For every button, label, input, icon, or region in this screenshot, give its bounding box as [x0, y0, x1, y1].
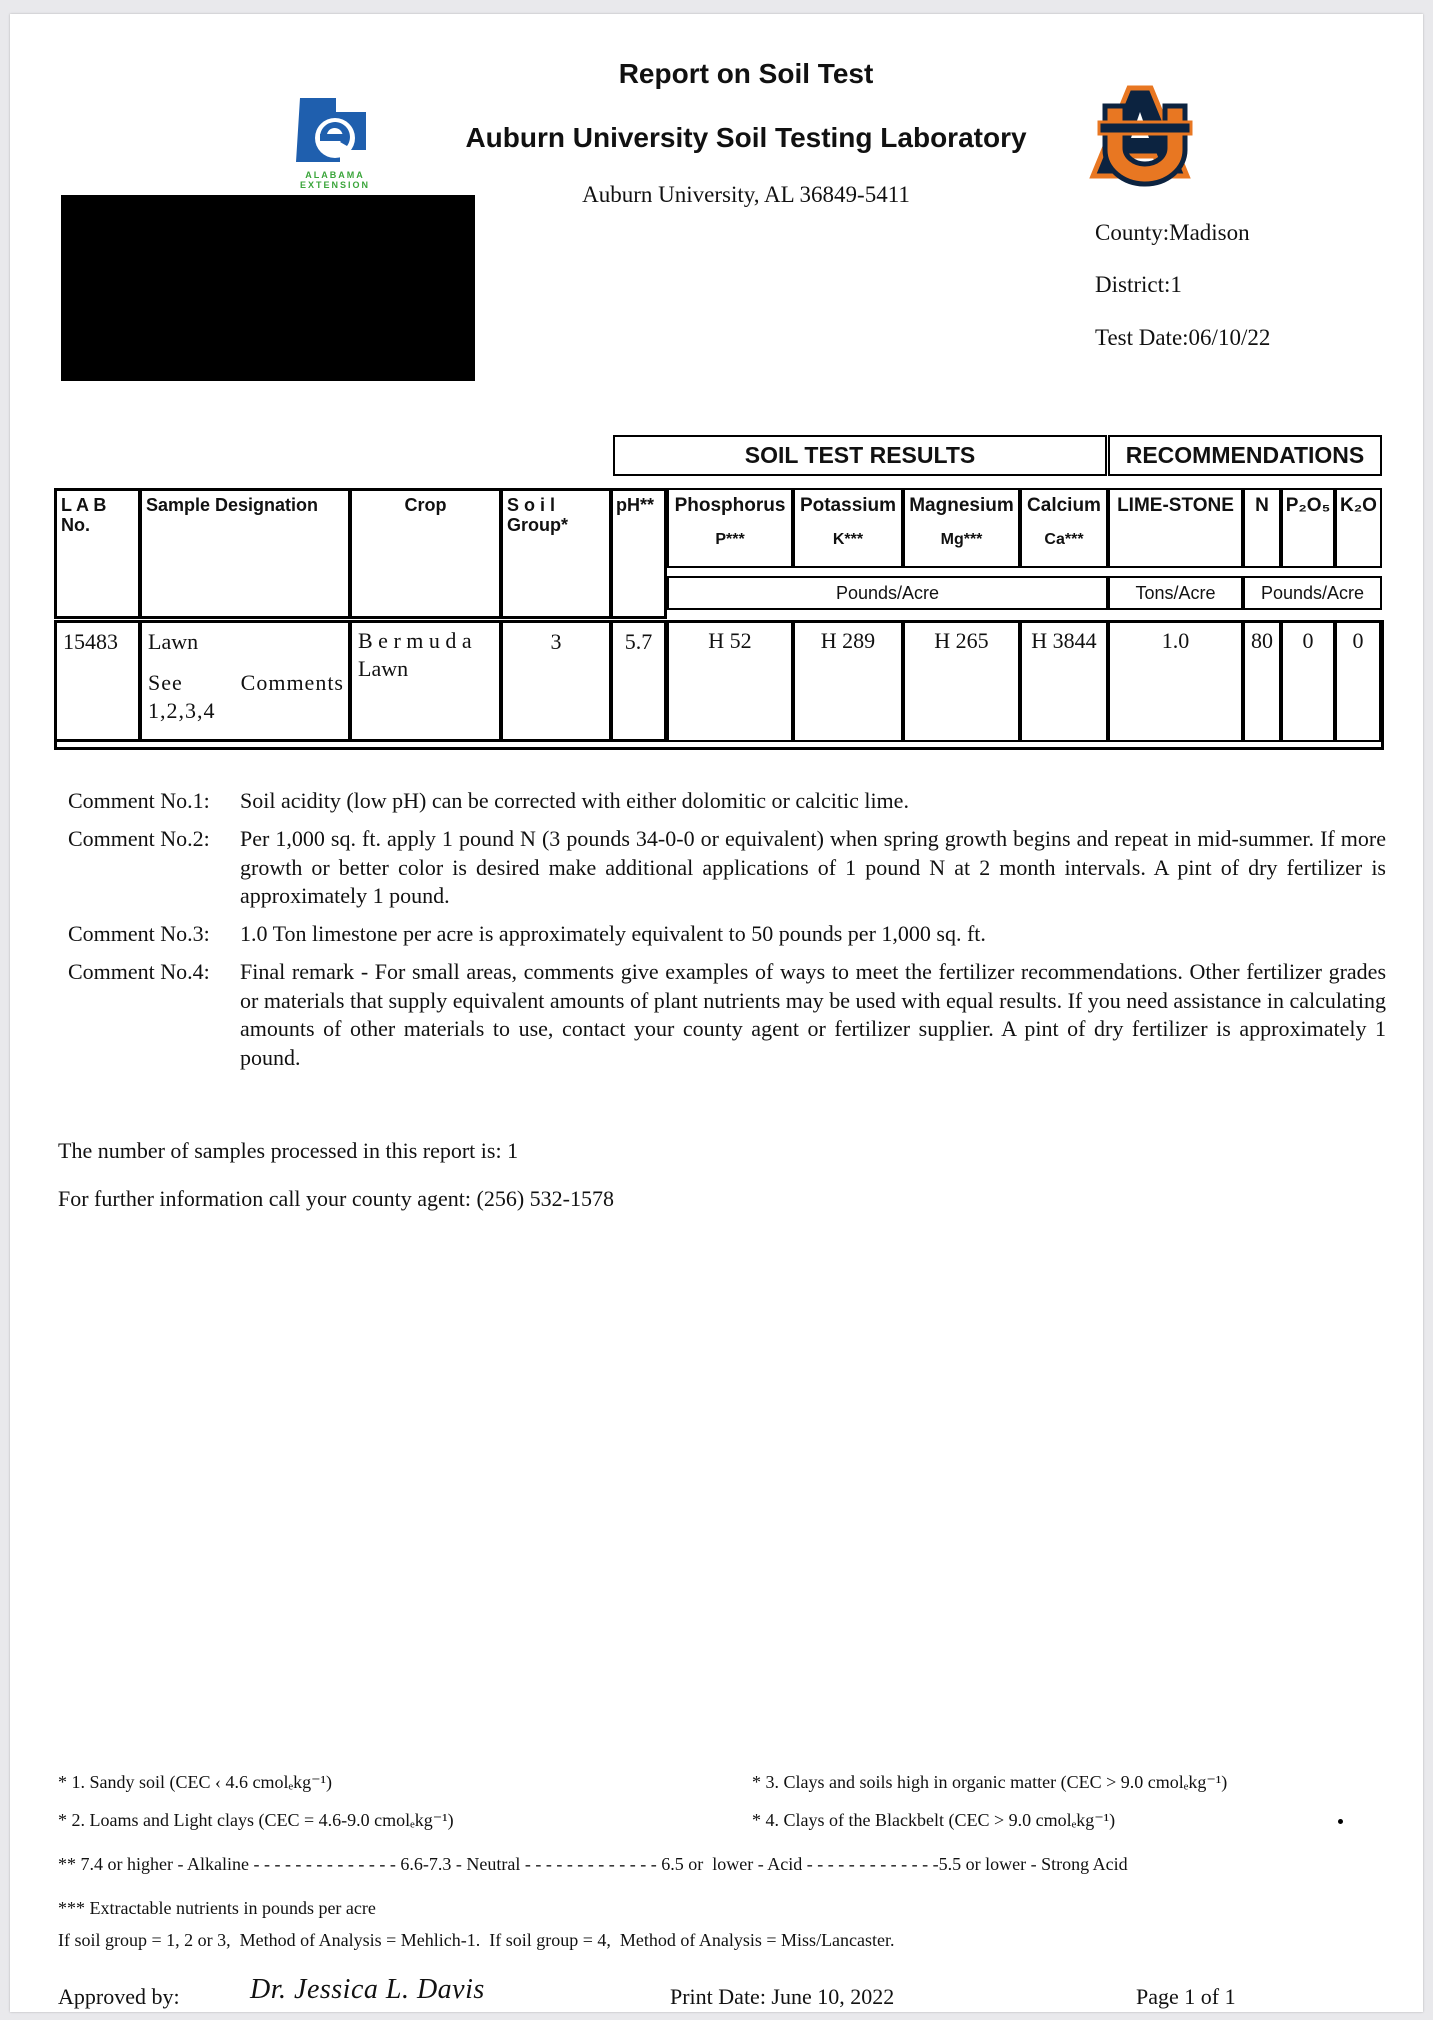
n-label: N: [1255, 495, 1269, 516]
col-crop-label: Crop: [404, 495, 447, 515]
extension-logo-line2: EXTENSION: [299, 180, 370, 190]
soil-test-results-header: SOIL TEST RESULTS: [613, 435, 1107, 476]
report-title: Report on Soil Test: [618, 58, 874, 89]
footnote-extractable: *** Extractable nutrients in pounds per acre: [58, 1898, 376, 1918]
k2o-label: K₂O: [1340, 495, 1377, 516]
cell-potassium: H 289: [793, 620, 903, 742]
col-sample-label: Sample Designation: [146, 495, 319, 515]
county: County:Madison: [1095, 220, 1250, 245]
col-limestone: [1108, 488, 1243, 568]
results-unit: Pounds/Acre: [667, 576, 1108, 610]
footnote-soil-group-3: * 3. Clays and soils high in organic matter (CEC > 9.0 cmolₑkg⁻¹): [752, 1772, 1228, 1792]
limestone-unit: Tons/Acre: [1108, 576, 1243, 610]
comment-1-label: Comment No.1:: [68, 788, 210, 813]
test-date: Test Date:06/10/22: [1095, 325, 1271, 350]
phosphorus-symbol: P***: [715, 531, 745, 548]
cell-crop: B e r m u d a Lawn: [349, 620, 502, 742]
cell-k2o: 0: [1335, 620, 1381, 742]
magnesium-symbol: Mg***: [940, 531, 983, 548]
footnote-method: If soil group = 1, 2 or 3, Method of Analysis = Mehlich-1. If soil group = 4, Method of Analysis = Miss/Lancaster.: [58, 1930, 895, 1950]
county-agent-contact: For further information call your county agent: (256) 532-1578: [58, 1186, 614, 1211]
samples-count: The number of samples processed in this report is: 1: [58, 1138, 519, 1163]
comment-2-label: Comment No.2:: [68, 826, 210, 851]
extension-logo-line1: ALABAMA: [305, 170, 365, 180]
approver-signature: Dr. Jessica L. Davis: [250, 1974, 485, 2005]
table-row: [54, 620, 1384, 750]
comment-4-text: Final remark - For small areas, comments give examples of ways to meet the fertilizer recommendations. Other fertilizer grades or materials that supply equivalent amounts of plant nutrients may be used with equal results. If you need assistance in calculating amounts of other materials to use, contact your county agent or fertilizer supplier. A pint of dry fertilizer is approximately 1 pound.: [240, 959, 1386, 1070]
comment-1-text: Soil acidity (low pH) can be corrected with either dolomitic or calcitic lime.: [240, 788, 909, 813]
p2o5-label: P₂O₅: [1285, 495, 1331, 516]
col-p2o5: [1281, 488, 1335, 568]
footnote-ph-scale: ** 7.4 or higher - Alkaline - - - - - - - - - - - - - - 6.6-7.3 - Neutral - - - - - - - - - - - - - 6.5 or lower - Acid - - - - - - - - - - - - -5.5 or lower - Strong Acid: [58, 1854, 1128, 1874]
lab-address: Auburn University, AL 36849-5411: [582, 182, 910, 207]
print-date: Print Date: June 10, 2022: [670, 1984, 895, 2009]
fertilizer-unit: Pounds/Acre: [1243, 576, 1382, 610]
cell-ph: 5.7: [610, 620, 667, 742]
phosphorus-label: Phosphorus: [674, 495, 786, 516]
comment-4-label: Comment No.4:: [68, 959, 210, 984]
recommendations-header: RECOMMENDATIONS: [1108, 435, 1382, 476]
col-k2o: [1335, 488, 1382, 568]
potassium-symbol: K***: [832, 531, 864, 548]
comment-3-text: 1.0 Ton limestone per acre is approximately equivalent to 50 pounds per 1,000 sq. ft.: [240, 921, 986, 946]
calcium-label: Calcium: [1027, 495, 1101, 516]
district: District:1: [1095, 272, 1182, 297]
col-calcium: [1020, 488, 1108, 568]
cell-soil-group: 3: [500, 620, 612, 742]
redacted-address-block: [61, 195, 475, 381]
col-sample-designation: [139, 488, 351, 619]
page-number: Page 1 of 1: [1136, 1984, 1236, 2009]
footnote-soil-group-1: * 1. Sandy soil (CEC ‹ 4.6 cmolₑkg⁻¹): [58, 1772, 332, 1792]
approved-by-label: Approved by:: [58, 1984, 180, 2009]
col-crop: [349, 488, 502, 619]
cell-limestone: 1.0: [1108, 620, 1243, 742]
magnesium-label: Magnesium: [909, 495, 1014, 516]
cell-magnesium: H 265: [903, 620, 1020, 742]
report-page: [10, 14, 1423, 2012]
col-n: [1243, 488, 1281, 568]
col-soil-group: [500, 488, 612, 619]
footnote-soil-group-2: * 2. Loams and Light clays (CEC = 4.6-9.0 cmolₑkg⁻¹): [58, 1810, 454, 1830]
col-soil-group-label: S o i l Group*: [507, 495, 568, 535]
cell-phosphorus: H 52: [667, 620, 793, 742]
cell-lab-no: 15483: [54, 620, 141, 742]
cell-calcium: H 3844: [1020, 620, 1108, 742]
col-ph-label: pH**: [616, 495, 655, 515]
col-ph: [610, 488, 667, 619]
comment-3-label: Comment No.3:: [68, 921, 210, 946]
col-potassium: [793, 488, 903, 568]
cell-p2o5: 0: [1281, 620, 1335, 742]
col-phosphorus: [667, 488, 793, 568]
au-logo-icon: [1085, 76, 1205, 196]
cell-sample-note: See Comments 1,2,3,4: [148, 670, 344, 723]
col-lab-no-label: L A B No.: [61, 495, 107, 535]
potassium-label: Potassium: [799, 495, 897, 516]
cell-sample-value: Lawn: [148, 629, 199, 654]
col-magnesium: [903, 488, 1020, 568]
limestone-label: LIME-STONE: [1117, 495, 1234, 516]
lab-name: Auburn University Soil Testing Laboratory: [465, 122, 1027, 153]
footnote-soil-group-4: * 4. Clays of the Blackbelt (CEC > 9.0 cmolₑkg⁻¹): [752, 1810, 1116, 1830]
stray-dot: [1338, 1819, 1343, 1824]
auburn-au-logo: [1085, 76, 1205, 196]
comment-2-text: Per 1,000 sq. ft. apply 1 pound N (3 pounds 34-0-0 or equivalent) when spring growth begins and repeat in mid-summer. If more growth or better color is desired make additional applications of 1 pound N at 2 month intervals. A pint of dry fertilizer is approximately 1 pound.: [240, 826, 1386, 908]
cell-n: 80: [1243, 620, 1281, 742]
col-lab-no: [54, 488, 141, 619]
cell-sample: [139, 620, 351, 742]
calcium-symbol: Ca***: [1044, 531, 1084, 548]
